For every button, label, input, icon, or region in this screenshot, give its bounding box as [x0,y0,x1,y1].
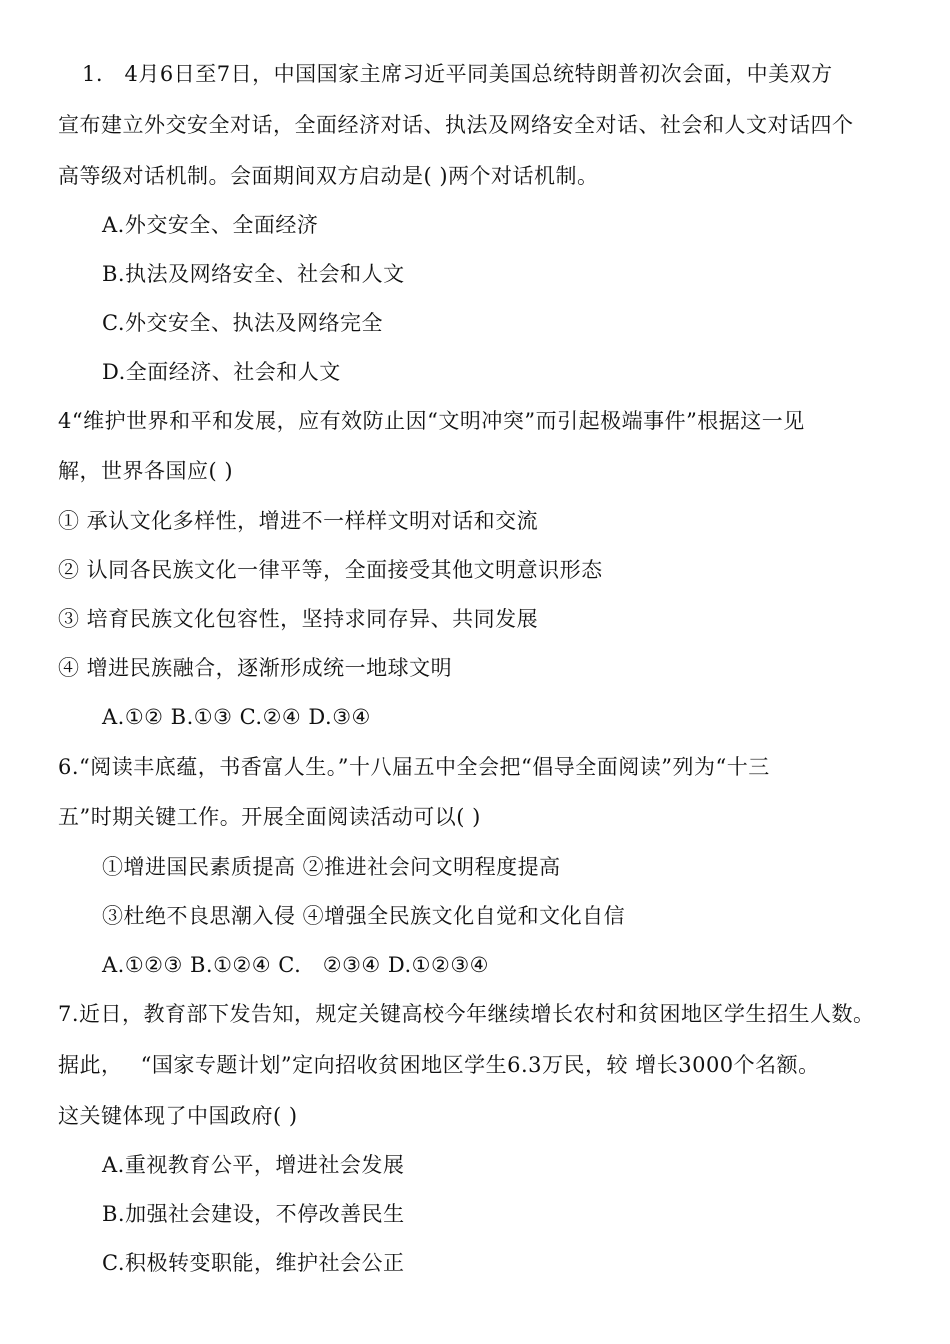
question-4-options: A.①② B.①③ C.②④ D.③④ [102,705,371,729]
question-6-line-2: 五”时期关键工作。开展全面阅读活动可以( ) [58,805,481,829]
question-7-line-1: 7.近日，教育部下发告知，规定关键高校今年继续增长农村和贫困地区学生招生人数。 [58,1002,875,1026]
question-1-line-2: 宣布建立外交安全对话，全面经济对话、执法及网络安全对话、社会和人文对话四个 [58,113,854,137]
question-4-statement-4: ④ 增进民族融合，逐渐形成统一地球文明 [58,656,453,680]
question-1-option-c: C.外交安全、执法及网络完全 [102,311,383,335]
question-6-statements-2: ③杜绝不良思潮入侵 ④增强全民族文化自觉和文化自信 [102,904,626,928]
question-7-option-c: C.积极转变职能，维护社会公正 [102,1251,405,1275]
question-4-line-2: 解，世界各国应( ) [58,459,234,483]
question-4-statement-1: ① 承认文化多样性，增进不一样样文明对话和交流 [58,509,539,533]
question-1-line-1: 1. 4月6日至7日，中国国家主席习近平同美国总统特朗普初次会面，中美双方 [82,62,833,86]
question-7-line-2: 据此， “国家专题计划”定向招收贫困地区学生6.3万民，较 增长3000个名额。 [58,1053,820,1077]
question-1-option-b: B.执法及网络安全、社会和人文 [102,262,405,286]
question-1-line-3: 高等级对话机制。会面期间双方启动是( )两个对话机制。 [58,164,599,188]
question-1-option-d: D.全面经济、社会和人文 [102,360,341,384]
question-6-line-1: 6.“阅读丰底蕴，书香富人生。”十八届五中全会把“倡导全面阅读”列为“十三 [58,755,770,779]
question-1-option-a: A.外交安全、全面经济 [102,213,319,237]
question-6-options: A.①②③ B.①②④ C. ②③④ D.①②③④ [102,953,489,977]
question-7-option-b: B.加强社会建设，不停改善民生 [102,1202,405,1226]
question-4-statement-3: ③ 培育民族文化包容性，坚持求同存异、共同发展 [58,607,539,631]
question-7-option-a: A.重视教育公平，增进社会发展 [102,1153,405,1177]
question-6-statements-1: ①增进国民素质提高 ②推进社会问文明程度提高 [102,855,561,879]
question-7-line-3: 这关键体现了中国政府( ) [58,1104,298,1128]
question-4-line-1: 4“维护世界和平和发展，应有效防止因“文明冲突”而引起极端事件”根据这一见 [58,409,805,433]
question-4-statement-2: ② 认同各民族文化一律平等，全面接受其他文明意识形态 [58,558,603,582]
